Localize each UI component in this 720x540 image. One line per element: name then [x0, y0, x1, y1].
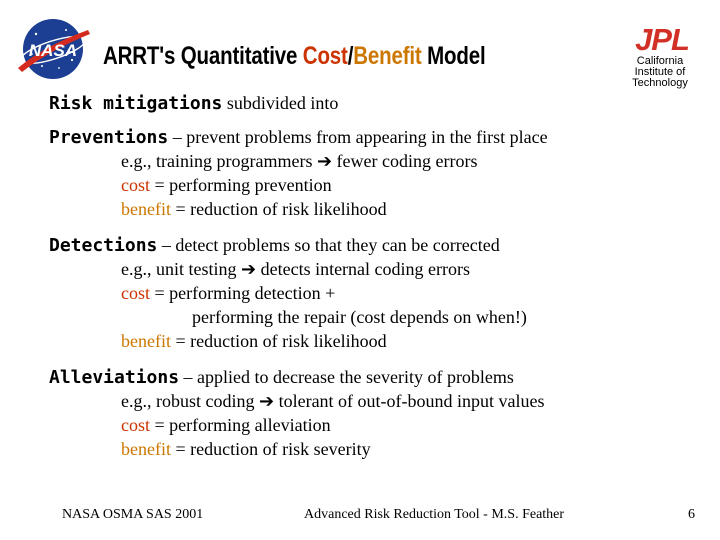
cost-text: = performing prevention [150, 175, 332, 195]
section-keyword: Alleviations [49, 367, 180, 388]
example-text: e.g., unit testing [121, 259, 241, 279]
title-benefit: Benefit [353, 42, 422, 70]
nasa-logo [14, 16, 92, 82]
section-heading [49, 235, 500, 256]
title-part: ARRT's Quantitative [103, 42, 303, 70]
benefit-text: = reduction of risk severity [170, 439, 371, 459]
jpl-caption-line: Technology [632, 77, 688, 89]
arrow-icon: ➔ [316, 151, 333, 172]
cost-text: = performing alleviation [150, 415, 331, 435]
example-text: e.g., training programmers [121, 151, 317, 171]
cost-text: = performing detection + [150, 283, 336, 303]
footer-left: NASA OSMA SAS 2001 [62, 507, 204, 522]
benefit-text: = reduction of risk likelihood [170, 199, 387, 219]
section-heading [49, 367, 514, 388]
jpl-caption-line: Institute of [634, 66, 686, 78]
example-line [121, 151, 477, 172]
benefit-label: benefit [121, 439, 171, 459]
benefit-text: = reduction of risk likelihood [170, 331, 387, 351]
section-desc: – detect problems so that they can be corrected [157, 235, 500, 255]
jpl-logo-text: JPL [635, 22, 689, 54]
cost-label: cost [121, 283, 150, 303]
benefit-label: benefit [121, 199, 171, 219]
example-text: fewer coding errors [332, 151, 478, 171]
title-slash: / [347, 42, 354, 70]
page-number: 6 [688, 507, 695, 522]
example-text: tolerant of out-of-bound input values [274, 391, 545, 411]
title-part: Model [421, 42, 486, 70]
intro-line [49, 93, 338, 114]
jpl-caption [620, 56, 700, 89]
cost-label: cost [121, 175, 150, 195]
arrow-icon: ➔ [258, 391, 275, 412]
example-line [121, 391, 545, 412]
jpl-caption-line: California [636, 55, 684, 67]
example-line [121, 259, 470, 280]
section-keyword: Preventions [49, 127, 169, 148]
cost-label: cost [121, 415, 150, 435]
cost-line [121, 283, 335, 303]
example-text: e.g., robust coding [121, 391, 259, 411]
section-desc: – prevent problems from appearing in the first place [168, 127, 548, 147]
intro-text: subdivided into [222, 93, 339, 113]
arrow-icon: ➔ [241, 259, 257, 280]
benefit-line [121, 331, 387, 351]
cost-continuation: performing the repair (cost depends on when!) [192, 307, 527, 327]
title-cost: Cost [302, 42, 348, 70]
benefit-label: benefit [121, 331, 171, 351]
section-desc: – applied to decrease the severity of problems [179, 367, 514, 387]
benefit-line [121, 199, 387, 219]
nasa-logo-text: NASA [28, 41, 78, 60]
footer-center: Advanced Risk Reduction Tool - M.S. Feather [304, 507, 565, 522]
cost-line [121, 415, 331, 435]
slide-title [103, 42, 486, 71]
intro-keyword: Risk mitigations [49, 93, 223, 114]
benefit-line [121, 439, 371, 459]
section-heading [49, 127, 548, 148]
jpl-logo [624, 22, 700, 54]
cost-line [121, 175, 332, 195]
example-text: detects internal coding errors [256, 259, 471, 279]
section-keyword: Detections [49, 235, 158, 256]
